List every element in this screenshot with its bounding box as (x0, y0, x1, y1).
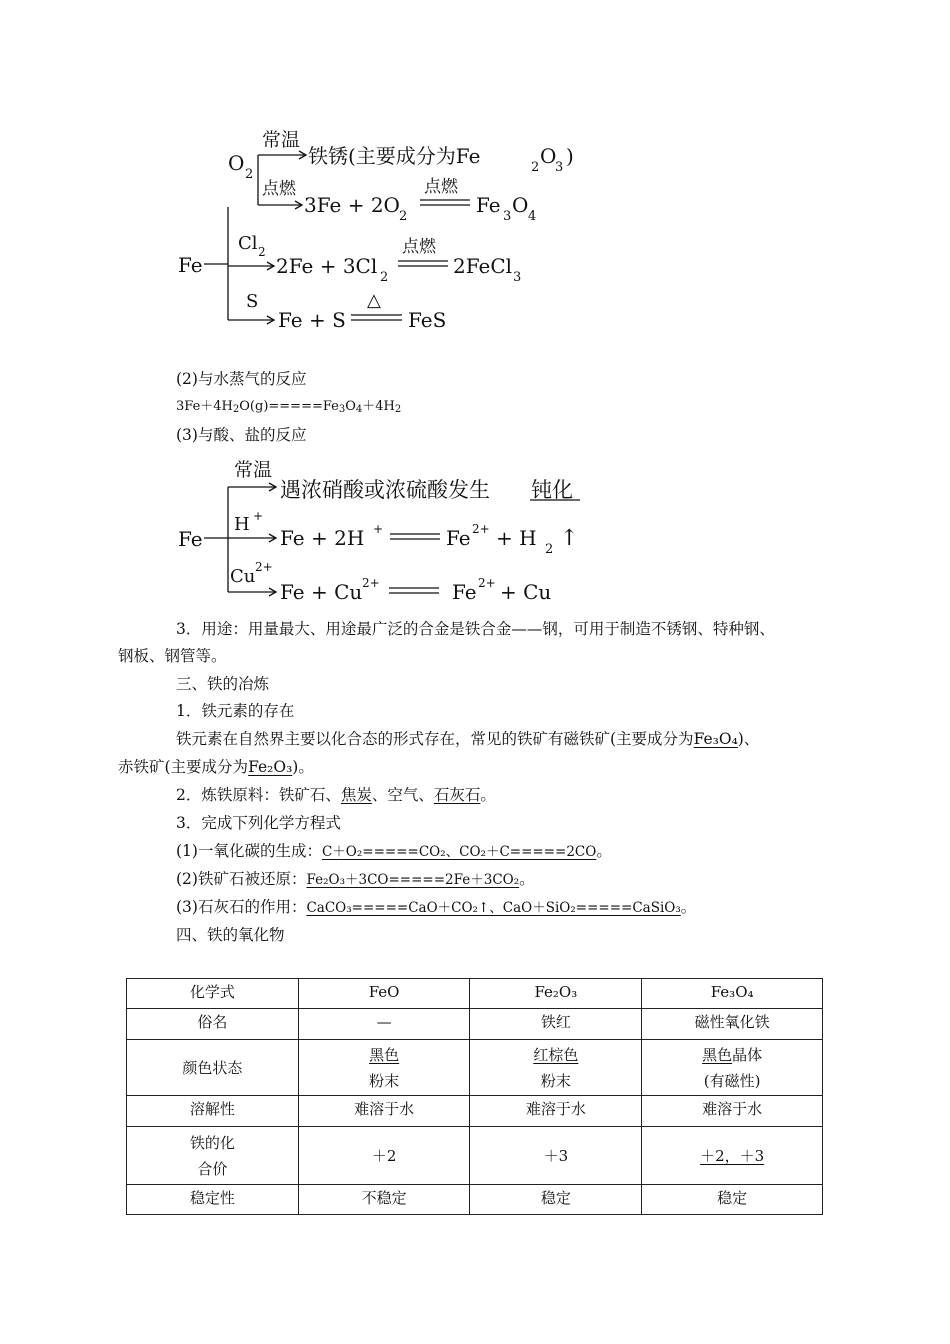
table-cell: 难溶于水 (470, 1096, 642, 1127)
equation-line-1 (176, 840, 612, 863)
table-cell: 稳定性 (127, 1185, 299, 1215)
rust-sub-2: 3 (555, 160, 564, 175)
fe2o3-color-answer: 红棕色 (533, 1045, 579, 1064)
table-cell: 颜色状态 (127, 1040, 299, 1096)
table-cell: 难溶于水 (298, 1096, 470, 1127)
rust-condition: 常温 (262, 129, 301, 151)
table-row (127, 1185, 823, 1215)
text-part: 粉末 (540, 1071, 571, 1090)
table-cell: 不稳定 (298, 1185, 470, 1215)
equations-heading: 3．完成下列化学方程式 (176, 814, 341, 832)
limestone-role-answer: CaCO₃=====CaO＋CO₂↑、CaO＋SiO₂=====CaSiO₃ (306, 900, 681, 916)
water-eq-part: O (345, 399, 356, 414)
water-eq-sub: 4 (355, 404, 363, 415)
text-part: (有磁性) (703, 1071, 761, 1090)
rust-sub-1: 2 (531, 160, 540, 175)
use-line-2: 钢板、钢管等。 (118, 647, 227, 665)
salt-eq-rhs-sup: 2+ (478, 576, 496, 590)
table-cell (642, 1127, 823, 1185)
water-eq-sub: 3 (338, 404, 346, 415)
text-part: 铁元素在自然界主要以化合态的形式存在，常见的铁矿有磁铁矿(主要成分为 (176, 730, 694, 748)
equation-line-2 (176, 868, 535, 891)
fe-root-label: Fe (178, 253, 203, 277)
h-plus-label: H (234, 514, 250, 535)
existence-heading: 1．铁元素的存在 (176, 702, 295, 720)
cl2-lhs-sub: 2 (380, 270, 389, 285)
text-part: 赤铁矿(主要成分为 (118, 758, 249, 776)
s-label: S (246, 291, 259, 312)
coke-answer: 焦炭 (340, 786, 372, 804)
cu2-sup: 2+ (255, 560, 273, 574)
acid-eq-lhs-sup: + (373, 522, 384, 536)
acid-eq-rhs-sup: 2+ (472, 522, 490, 536)
table-cell: 化学式 (127, 979, 299, 1009)
water-eq-part: ＋4H (362, 399, 395, 414)
fe3o4-color-answer: 黑色 (702, 1045, 733, 1064)
acid-eq-lhs: Fe + 2H (280, 526, 365, 550)
fe-acid-salt-reaction-diagram (0, 0, 950, 620)
o2-label: O (228, 151, 245, 175)
burn-rhs-mid: O (512, 193, 529, 217)
cl2-rhs: 2FeCl (453, 254, 513, 278)
water-eq-part: 3Fe＋4H (176, 399, 233, 414)
use-line-1: 3．用途：用量最大、用途最广泛的合金是铁合金——钢，可用于制造不锈钢、特种钢、 (176, 620, 775, 638)
table-cell (298, 1040, 470, 1096)
salt-eq-rhs-b: + Cu (500, 580, 552, 604)
s-rhs: FeS (408, 308, 447, 332)
text-part: 粉末 (369, 1071, 400, 1090)
passivation-underlined: 钝化 (531, 478, 573, 502)
table-cell: 铁红 (470, 1009, 642, 1040)
water-eq-sub: 2 (232, 404, 240, 415)
gas-up-arrow: ↑ (560, 526, 579, 551)
iron-oxides-table (126, 978, 823, 1215)
feo-color-answer: 黑色 (369, 1045, 400, 1064)
text-part: )。 (292, 758, 314, 776)
acid-eq-rhs-sub: 2 (545, 542, 554, 557)
burn-eq-condition: 点燃 (424, 177, 458, 197)
table-cell: 俗名 (127, 1009, 299, 1040)
table-cell: FeO (298, 979, 470, 1009)
table-cell: 稳定 (470, 1185, 642, 1215)
raw-materials-line (176, 784, 496, 806)
table-cell: 稳定 (642, 1185, 823, 1215)
burn-rhs-sub-2: 4 (528, 209, 537, 224)
existence-line-1 (176, 728, 759, 750)
oxides-heading: 四、铁的氧化物 (176, 926, 285, 944)
limestone-answer: 石灰石 (433, 786, 481, 804)
fe-root-label-2: Fe (178, 527, 203, 551)
salt-eq-rhs: Fe (452, 580, 477, 604)
salt-eq-lhs-sup: 2+ (362, 576, 380, 590)
text-part: (3)石灰石的作用： (176, 898, 307, 916)
fe3o4-valence-answer: ＋2，＋3 (700, 1146, 765, 1165)
rust-close: ) (566, 144, 574, 168)
acid-eq-rhs: Fe (446, 526, 471, 550)
text-part: 。 (680, 898, 697, 916)
existence-line-2 (118, 756, 314, 778)
hematite-formula: Fe₂O₃ (248, 758, 293, 776)
burn-condition: 点燃 (262, 179, 296, 199)
s-lhs: Fe + S (278, 308, 346, 332)
burn-rhs-sub-1: 3 (503, 209, 512, 224)
text-part: 铁的化 (189, 1133, 235, 1152)
text-part: (1)一氧化碳的生成： (176, 842, 322, 860)
table-cell: 磁性氧化铁 (642, 1009, 823, 1040)
normal-temp-condition: 常温 (234, 459, 273, 481)
o2-subscript: 2 (245, 167, 254, 182)
h-plus-sup: + (253, 509, 264, 523)
text-part: 晶体 (732, 1045, 763, 1064)
table-row (127, 1009, 823, 1040)
water-eq-part: O(g)=====Fe (239, 399, 339, 414)
table-cell: Fe₃O₄ (642, 979, 823, 1009)
table-row (127, 1040, 823, 1096)
cl2-subscript: 2 (258, 245, 266, 259)
table-cell: 溶解性 (127, 1096, 299, 1127)
burn-lhs: 3Fe + 2O (304, 193, 400, 217)
table-cell (470, 1040, 642, 1096)
passivation-result: 遇浓硝酸或浓硫酸发生 (280, 478, 490, 502)
table-cell: Fe₂O₃ (470, 979, 642, 1009)
text-part: )、 (737, 730, 760, 748)
table-row (127, 1096, 823, 1127)
table-cell: 难溶于水 (642, 1096, 823, 1127)
cu2-label: Cu (230, 566, 256, 587)
burn-lhs-sub: 2 (399, 209, 408, 224)
magnetite-formula: Fe₃O₄ (693, 730, 738, 748)
table-cell: — (298, 1009, 470, 1040)
burn-rhs: Fe (476, 193, 501, 217)
table-cell (642, 1040, 823, 1096)
cl2-rhs-sub: 3 (513, 270, 522, 285)
water-eq-sub: 2 (394, 404, 402, 415)
rust-mid: O (540, 144, 557, 168)
text-part: (2)铁矿石被还原： (176, 870, 307, 888)
equation-line-3 (176, 896, 696, 919)
salt-eq-lhs: Fe + Cu (280, 580, 363, 604)
acid-heading: (3)与酸、盐的反应 (176, 426, 307, 444)
cl2-lhs: 2Fe + 3Cl (276, 254, 378, 278)
cl2-label: Cl (238, 233, 258, 254)
s-eq-condition: △ (367, 290, 381, 311)
table-cell: ＋2 (298, 1127, 470, 1185)
cl2-eq-condition: 点燃 (402, 237, 436, 257)
text-part: 2．炼铁原料：铁矿石、 (176, 786, 341, 804)
acid-eq-rhs-b: + H (496, 526, 537, 550)
text-part: 。 (480, 786, 496, 804)
table-row (127, 979, 823, 1009)
water-heading: (2)与水蒸气的反应 (176, 370, 307, 388)
text-part: 、空气、 (371, 786, 434, 804)
text-part: 。 (596, 842, 612, 860)
smelting-heading: 三、铁的冶炼 (176, 675, 270, 693)
table-cell (127, 1127, 299, 1185)
table-cell: ＋3 (470, 1127, 642, 1185)
text-part: 合价 (197, 1159, 228, 1178)
co-formation-answer: C＋O₂=====CO₂、CO₂＋C=====2CO (321, 844, 597, 860)
table-row (127, 1127, 823, 1185)
rust-result: 铁锈(主要成分为Fe (308, 144, 481, 168)
ore-reduction-answer: Fe₂O₃＋3CO=====2Fe＋3CO₂ (306, 872, 520, 888)
text-part: 。 (519, 870, 535, 888)
